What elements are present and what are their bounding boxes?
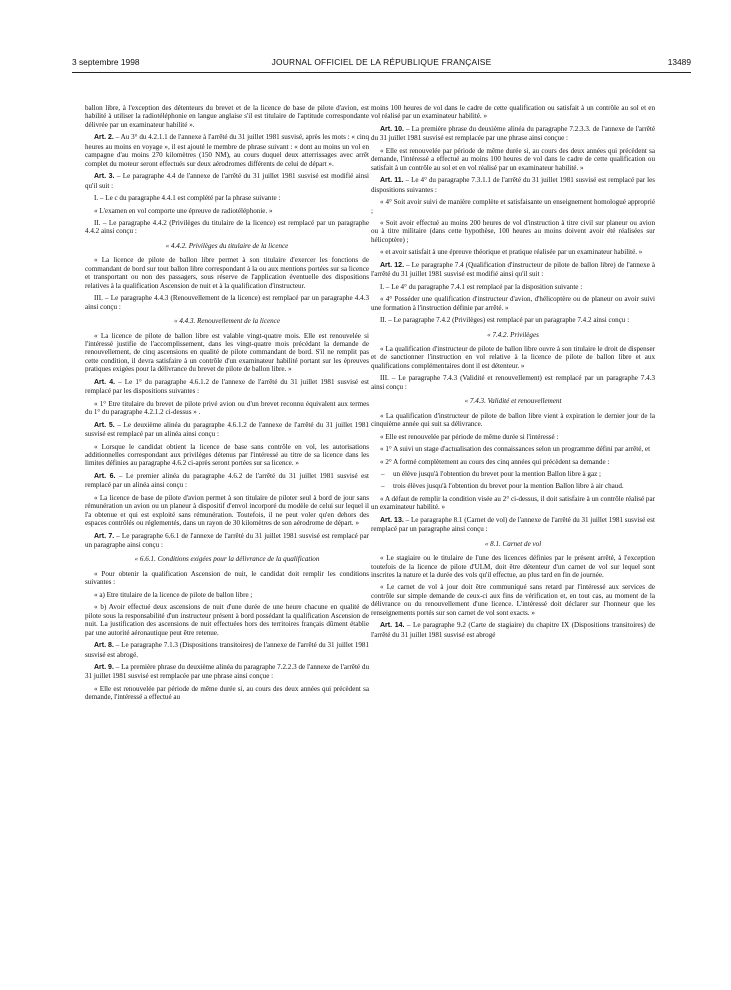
paragraph-text: – Le deuxième alinéa du paragraphe 4.6.1.2 de l'annexe de l'arrêté du 31 juillet 1981 susvisé est remplacé par un alinéa ainsi conçu :	[85, 420, 369, 439]
paragraph-text: – Le paragraphe 9.2 (Carte de stagiaire) du chapitre IX (Dispositions transitoires) de l'arrêté du 31 juillet 1981 susvisé est abrogé	[371, 621, 656, 639]
paragraph	[85, 603, 369, 637]
paragraph-text: ballon libre, à l'exception des détenteurs du brevet et de la licence de base de pilote d'avion, est habilité à utiliser la radiotéléphonie en langue anglaise s'il est titulaire de l'aptitude correspondante délivrée par un examinateur habilité ».	[85, 104, 369, 129]
paragraph	[371, 554, 655, 579]
paragraph-text: « Le carnet de vol à jour doit être communiqué sans retard par l'intéressé aux services de contrôle sur simple demande de ceux-ci aux fins de vérification et, en tout cas, au moment de la délivrance ou du renouvellement d'une licence. L'intéressé doit déclarer sur l'honneur que les renseignements portés sur son carnet de vol sont exacts. »	[371, 583, 655, 617]
header-date: 3 septembre 1998	[72, 57, 140, 67]
paragraph-text: III. – Le paragraphe 4.4.3 (Renouvellement de la licence) est remplacé par un paragraphe 4.4.3 ainsi conçu :	[85, 294, 369, 311]
paragraph-text: « Le stagiaire ou le titulaire de l'une des licences définies par le présent arrêté, à l'exception toutefois de la licence de pilote d'ULM, doit être détenteur d'un carnet de vol sur lequel sont inscrites la nature et la durée des vols qu'il effectue, au plus tard en fin de journée.	[371, 554, 655, 580]
section-heading	[85, 317, 369, 325]
paragraph	[85, 332, 369, 374]
paragraph-text: « 7.4.2. Privilèges	[487, 330, 539, 339]
paragraph	[371, 345, 655, 370]
paragraph	[85, 104, 369, 129]
paragraph	[85, 494, 369, 528]
paragraph-text: I. – Le 4° du paragraphe 7.4.1 est remplacé par la disposition suivante :	[380, 282, 583, 291]
paragraph	[371, 516, 655, 534]
paragraph	[85, 207, 369, 215]
paragraph-text: « et avoir satisfait à une épreuve théorique et pratique réalisée par un examinateur habilité. »	[380, 248, 643, 257]
paragraph-text: « L'examen en vol comporte une épreuve de radiotéléphonie. »	[94, 206, 273, 215]
section-heading	[85, 555, 369, 563]
paragraph	[371, 248, 655, 256]
paragraph-text: – La première phrase du deuxième alinéa du paragraphe 7.2.2.3 de l'annexe de l'arrêté du 31 juillet 1981 susvisé est remplacée par une phrase ainsi conçue :	[85, 663, 369, 681]
paragraph-text: un élève jusqu'à l'obtention du brevet pour la mention Ballon libre à gaz ;	[393, 469, 602, 478]
paragraph	[371, 445, 655, 453]
paragraph-text: « 7.4.3. Validité et renouvellement	[464, 397, 562, 406]
paragraph-text: « a) Etre titulaire de la licence de pilote de ballon libre ;	[94, 590, 253, 599]
paragraph-text: – Au 3° du 4.2.1.1 de l'annexe à l'arrêté du 31 juillet 1981 susvisé, après les mots : « cinq heures au moins en voyage », il est ajouté le membre de phrase suivant : « dont au moins un vol en campagne d'au moins 270 kilomètres (150 NM), au cours duquel deux atterrissages avec arrêt complet du moteur seront effectués sur deux aérodromes différents de celui de départ ».	[85, 133, 369, 168]
paragraph	[85, 400, 369, 417]
paragraph	[371, 433, 655, 441]
paragraph-text: « 4.4.3. Renouvellement de la licence	[174, 317, 280, 326]
article-label: Art. 8.	[94, 642, 114, 650]
paragraph-text: moins 100 heures de vol dans le cadre de cette qualification ou satisfait à un contrôle au sol et en vol réalisé par un examinateur habilité. »	[371, 104, 655, 121]
paragraph	[371, 283, 655, 291]
article-label: Art. 13.	[380, 516, 404, 524]
paragraph-text: « 6.6.1. Conditions exigées pour la délivrance de la qualification	[134, 555, 320, 564]
article-label: Art. 14.	[380, 622, 405, 630]
paragraph	[85, 591, 369, 599]
paragraph	[85, 378, 369, 396]
paragraph-text: « La licence de pilote de ballon libre permet à son titulaire d'exercer les fonctions de commandant de bord sur tout ballon libre correspondant à la ou aux mentions portées sur sa licence et transportant ou non des passagers, sous réserve de l'application éventuelle des dispositions relatives à la qualification Ascension de nuit et à la qualification d'instructeur.	[85, 256, 369, 290]
paragraph-text: « 4° Soit avoir suivi de manière complète et satisfaisante un enseignement homologué approprié ;	[371, 198, 655, 215]
paragraph-text: – Le 4° du paragraphe 7.3.1.1 de l'arrêté du 31 juillet 1981 susvisé est remplacé par les dispositions suivantes :	[371, 176, 655, 194]
article-label: Art. 6.	[94, 472, 116, 480]
article-label: Art. 9.	[94, 664, 114, 672]
paragraph-text: – Le paragraphe 7.4 (Qualification d'instructeur de pilote de ballon libre) de l'annexe à l'arrêté du 31 juillet 1981 susvisé est modifié ainsi qu'il suit :	[371, 260, 655, 279]
paragraph	[85, 443, 369, 468]
paragraph	[371, 104, 655, 121]
left-column	[85, 104, 369, 706]
paragraph-text: – Le 1° du paragraphe 4.6.1.2 de l'annexe de l'arrêté du 31 juillet 1981 susvisé est remplacé par les dispositions suivantes :	[85, 377, 369, 396]
paragraph-text: « Soit avoir effectué au moins 200 heures de vol d'instruction à titre civil sur planeur ou avion ou à titre militaire (dans cette hypothèse, 100 heures au moins doivent avoir été réalisées sur hélicoptère) ;	[371, 218, 655, 244]
paragraph-text: « Elle est renouvelée par période de même durée si, au cours des deux années qui précèdent sa demande, l'intéressé a effectué au moins 100 heures de vol dans le cadre de cette qualification ou satisfait à un contrôle au sol et en vol réalisé par un examinateur habilité. »	[371, 146, 655, 172]
paragraph-text: « 1° Etre titulaire du brevet de pilote privé avion ou d'un brevet reconnu équivalent aux termes du 1° du paragraphe 4.2.1.2 ci-dessus » .	[85, 399, 369, 417]
right-column	[371, 104, 655, 643]
paragraph	[85, 532, 369, 550]
paragraph	[85, 294, 369, 311]
article-label: Art. 12.	[380, 261, 405, 269]
paragraph	[85, 570, 369, 587]
paragraph-text: « Lorsque le candidat obtient la licence de base sans contrôle en vol, les autorisations additionnelles correspondant aux privilèges détenus par l'intéressé au titre de sa licence dans les limites définies au paragraphe 4.6.2 ci-après seront portées sur sa licence. »	[85, 442, 369, 468]
paragraph-text: « Elle est renouvelée par période de même durée si l'intéressé :	[380, 432, 559, 441]
list-item	[371, 470, 655, 478]
section-heading	[85, 242, 369, 250]
paragraph-text: « b) Avoir effectué deux ascensions de nuit d'une durée de une heure chacune en qualité de pilote sous la responsabilité d'un instructeur présent à bord possédant la qualification Ascension de nuit. La justification des ascensions de nuit effectuées hors des territoires français dûment établie par une autorité aéronautique peut être retenue.	[85, 603, 369, 637]
paragraph	[85, 472, 369, 490]
article-label: Art. 5.	[94, 421, 115, 429]
section-heading	[371, 331, 655, 339]
header-title: JOURNAL OFFICIEL DE LA RÉPUBLIQUE FRANÇAISE	[271, 57, 492, 67]
paragraph-text: « 8.1. Carnet de vol	[484, 539, 542, 548]
paragraph	[371, 495, 655, 512]
list-marker: –	[381, 469, 385, 478]
paragraph-text: « 4.4.2. Privilèges du titulaire de la licence	[165, 241, 289, 250]
page-header	[72, 57, 691, 73]
paragraph-text: « La qualification d'instructeur de pilote de ballon libre vient à expiration le dernier jour de la cinquième année qui suit sa délivrance.	[371, 411, 655, 429]
paragraph-text: III. – Le paragraphe 7.4.3 (Validité et renouvellement) est remplacé par un paragraphe 7.4.3 ainsi conçu :	[371, 374, 655, 391]
paragraph	[371, 412, 655, 429]
paragraph	[371, 295, 655, 312]
paragraph-text: « Pour obtenir la qualification Ascension de nuit, le candidat doit remplir les conditions suivantes :	[85, 569, 369, 587]
article-label: Art. 4.	[94, 378, 116, 386]
paragraph	[371, 198, 655, 215]
paragraph-text: « La licence de base de pilote d'avion permet à son titulaire de piloter seul à bord de jour sans rémunération un avion ou un planeur à dispositif d'envol incorporé du modèle de celui sur lequel il l'a obtenue et qui est exploité sans rémunération. Toutefois, il ne peut voler qu'en dehors des espaces contrôlés ou réglementés, dans un rayon de 30 kilomètres de son aérodrome de départ. »	[85, 493, 369, 528]
article-label: Art. 2.	[94, 134, 114, 142]
paragraph-text: II. – Le paragraphe 4.4.2 (Privilèges du titulaire de la licence) est remplacé par un paragraphe 4.4.2 ainsi conçu :	[85, 218, 369, 236]
article-label: Art. 11.	[380, 177, 404, 185]
paragraph-text: trois élèves jusqu'à l'obtention du brevet pour la mention Ballon libre à air chaud.	[393, 482, 624, 491]
paragraph	[371, 374, 655, 391]
section-heading	[371, 540, 655, 548]
paragraph	[371, 176, 655, 194]
paragraph	[371, 125, 655, 143]
list-item	[371, 482, 655, 490]
paragraph	[85, 172, 369, 190]
paragraph	[371, 621, 655, 639]
section-heading	[371, 397, 655, 405]
paragraph-text: – Le premier alinéa du paragraphe 4.6.2 de l'arrêté du 31 juillet 1981 susvisé est remplacé par un alinéa ainsi conçu :	[85, 471, 370, 490]
paragraph	[371, 219, 655, 244]
paragraph-text: – Le paragraphe 6.6.1 de l'annexe de l'arrêté du 31 juillet 1981 susvisé est remplacé par un paragraphe ainsi conçu :	[85, 531, 369, 550]
paragraph-text: – La première phrase du deuxième alinéa du paragraphe 7.2.3.3. de l'annexe de l'arrêté du 31 juillet 1981 susvisé est remplacée par une phrase ainsi conçue :	[371, 124, 655, 143]
list-marker: –	[381, 482, 385, 491]
paragraph-text: « Elle est renouvelée par période de même durée si, au cours des deux années qui précèdent sa demande, l'intéressé a effectué au	[85, 684, 369, 702]
paragraph	[85, 194, 369, 202]
paragraph-text: « A défaut de remplir la condition visée au 2° ci-dessus, il doit satisfaire à un contrôle réalisé par un examinateur habilité. »	[371, 494, 655, 512]
paragraph-text: « 1° A suivi un stage d'actualisation des connaissances selon un programme défini par arrêté, et	[380, 445, 651, 454]
paragraph	[371, 147, 655, 172]
paragraph	[371, 261, 655, 279]
paragraph-text: « 2° A formé complètement au cours des cinq années qui précèdent sa demande :	[380, 457, 610, 466]
paragraph	[85, 685, 369, 702]
paragraph-text: « La licence de pilote de ballon libre est valable vingt-quatre mois. Elle est renouvelée si l'intéressé justifie de l'accomplissement, dans les vingt-quatre mois précédant la demande de renouvellement, de cinq ascensions en qualité de pilote commandant de bord. S'il ne remplit pas cette condition, il devra satisfaire à un contrôle d'un examinateur habilité portant sur les épreuves pratiques exigées pour la délivrance du brevet de pilote de ballon libre. »	[85, 331, 369, 374]
paragraph-text: I. – Le c du paragraphe 4.4.1 est complété par la phrase suivante :	[94, 194, 281, 203]
paragraph-text: – Le paragraphe 8.1 (Carnet de vol) de l'annexe de l'arrêté du 31 juillet 1981 susvisé est remplacé par un paragraphe ainsi conçu :	[371, 515, 655, 534]
paragraph-text: II. – Le paragraphe 7.4.2 (Privilèges) est remplacé par un paragraphe 7.4.2 ainsi conçu :	[380, 316, 630, 325]
article-label: Art. 7.	[94, 532, 115, 540]
paragraph	[85, 421, 369, 439]
paragraph	[371, 316, 655, 324]
paragraph	[85, 219, 369, 236]
header-page-number: 13489	[667, 57, 691, 67]
paragraph	[85, 663, 369, 681]
article-label: Art. 10.	[380, 125, 405, 133]
paragraph-text: – Le paragraphe 7.1.3 (Dispositions transitoires) de l'annexe de l'arrêté du 31 juillet 1981 susvisé est abrogé.	[85, 641, 370, 659]
paragraph-text: – Le paragraphe 4.4 de l'annexe de l'arrêté du 31 juillet 1981 susvisé est modifié ainsi qu'il suit :	[85, 172, 370, 190]
article-label: Art. 3.	[94, 173, 115, 181]
paragraph	[85, 133, 369, 168]
paragraph-text: « La qualification d'instructeur de pilote de ballon libre ouvre à son titulaire le droit de dispenser et de sanctionner l'instruction en vol relative à la licence de pilote de ballon libre et aux qualifications complémentaires dont il est détenteur. »	[371, 344, 655, 370]
paragraph	[85, 256, 369, 290]
paragraph-text: « 4° Posséder une qualification d'instructeur d'avion, d'hélicoptère ou de planeur ou avoir suivi une formation à l'instruction définie par arrêté. »	[371, 295, 655, 312]
paragraph	[85, 641, 369, 659]
paragraph	[371, 583, 655, 617]
paragraph	[371, 458, 655, 466]
